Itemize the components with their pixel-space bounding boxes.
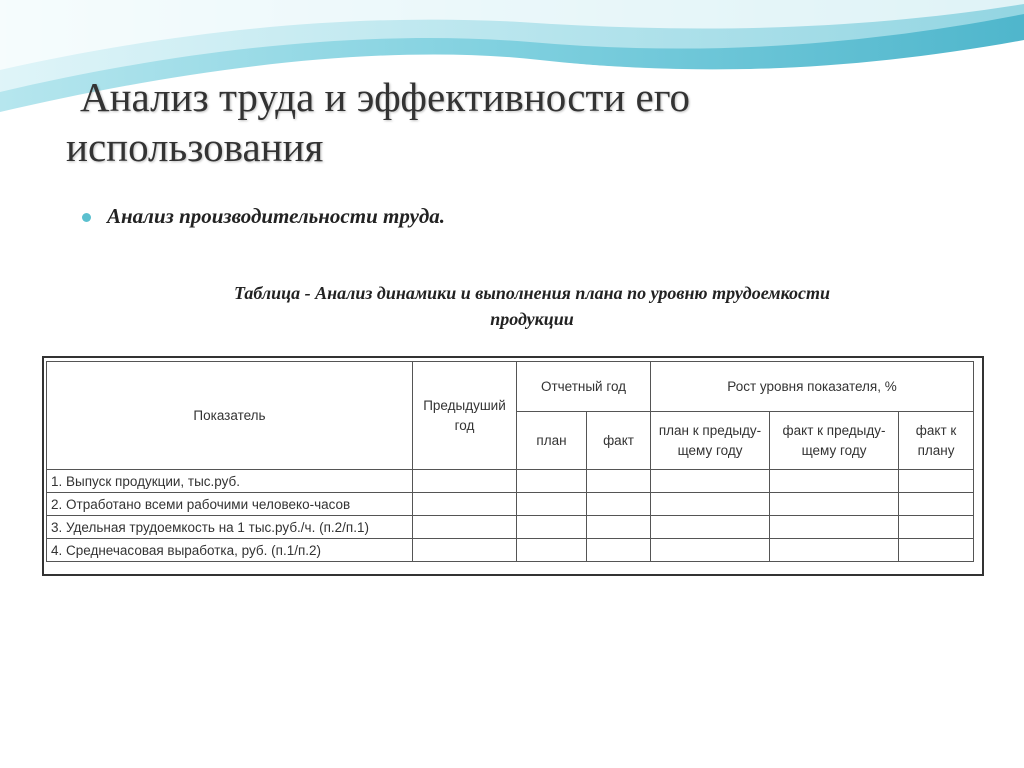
table-cell [413, 470, 517, 493]
header-previous-year: Предыдуший год [413, 362, 517, 470]
table-cell [517, 539, 587, 562]
table-cell [651, 493, 770, 516]
header-plan: план [517, 412, 587, 470]
table-caption [100, 280, 964, 332]
bullet-item [82, 204, 445, 229]
table-row [47, 539, 974, 562]
bullet-dot-icon [82, 213, 91, 222]
slide-title-line-1: Анализ труда и эффективности его [80, 74, 691, 120]
table-cell [587, 470, 651, 493]
table-cell [770, 493, 899, 516]
row-label: 3. Удельная трудоемкость на 1 тыс.руб./ч. (п.2/п.1) [47, 516, 413, 539]
table-frame [42, 356, 984, 576]
table-cell [413, 539, 517, 562]
header-plan-to-prev: план к предыду-щему году [651, 412, 770, 470]
table-cell [899, 539, 974, 562]
table-cell [587, 539, 651, 562]
row-label: 2. Отработано всеми рабочими человеко-часов [47, 493, 413, 516]
table-cell [770, 470, 899, 493]
slide-title [66, 72, 946, 172]
bullet-text: Анализ производительности труда. [107, 204, 445, 228]
table-cell [413, 493, 517, 516]
table-row [47, 470, 974, 493]
table-cell [770, 516, 899, 539]
table-cell [899, 516, 974, 539]
table-cell [587, 493, 651, 516]
table-cell [651, 470, 770, 493]
header-growth: Рост уровня показателя, % [651, 362, 974, 412]
header-fact-to-prev: факт к предыду-щему году [770, 412, 899, 470]
analysis-table [46, 361, 974, 562]
slide-title-line-2: использования [66, 124, 324, 170]
table-cell [899, 493, 974, 516]
table-cell [770, 539, 899, 562]
table-cell [651, 539, 770, 562]
table-caption-line-2: продукции [490, 309, 574, 329]
table-cell [517, 470, 587, 493]
table-cell [517, 493, 587, 516]
header-reporting-year: Отчетный год [517, 362, 651, 412]
table-cell [587, 516, 651, 539]
table-row [47, 516, 974, 539]
table-row [47, 493, 974, 516]
table-cell [517, 516, 587, 539]
table-caption-line-1: Таблица - Анализ динамики и выполнения плана по уровню трудоемкости [233, 283, 831, 303]
table-cell [899, 470, 974, 493]
row-label: 1. Выпуск продукции, тыс.руб. [47, 470, 413, 493]
table-cell [413, 516, 517, 539]
header-fact-to-plan: факт к плану [899, 412, 974, 470]
header-fact: факт [587, 412, 651, 470]
header-indicator: Показатель [47, 362, 413, 470]
row-label: 4. Среднечасовая выработка, руб. (п.1/п.2) [47, 539, 413, 562]
table-cell [651, 516, 770, 539]
